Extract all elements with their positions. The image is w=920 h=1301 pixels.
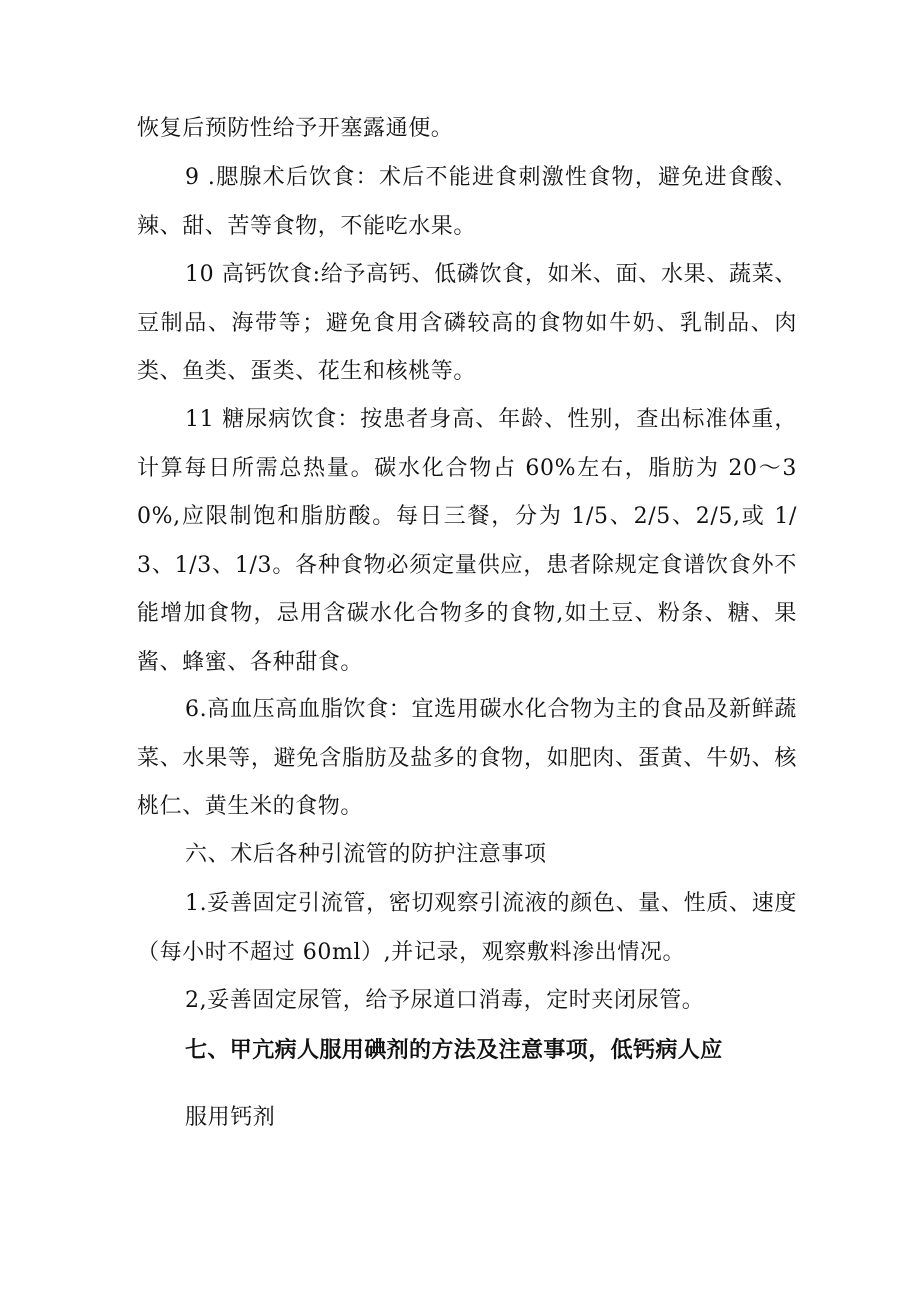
section-heading-drainage: 六、术后各种引流管的防护注意事项 xyxy=(185,842,547,867)
paragraph-hypertension-diet: 6.高血压高血脂饮食：宜选用碳水化合物为主的食品及新鲜蔬菜、水果等，避免含脂肪及盐多的食物，如肥肉、蛋黄、牛奶、核桃仁、黄生米的食物。 xyxy=(137,697,797,819)
paragraph-parotid-diet: 9 .腮腺术后饮食：术后不能进食刺激性食物，避免进食酸、辣、甜、苦等食物，不能吃水果。 xyxy=(137,165,797,239)
paragraph-high-calcium-diet: 10 高钙饮食:给予高钙、低磷饮食，如米、面、水果、蔬菜、豆制品、海带等；避免食用含磷较高的食物如牛奶、乳制品、肉类、鱼类、蛋类、花生和核桃等。 xyxy=(137,262,797,384)
paragraph-urinary-catheter: 2,妥善固定尿管，给予尿道口消毒，定时夹闭尿管。 xyxy=(185,988,705,1013)
section-heading-iodine-continued: 服用钙剂 xyxy=(185,1105,276,1130)
paragraph-continuation: 恢复后预防性给予开塞露通便。 xyxy=(137,116,454,141)
section-heading-iodine: 七、甲亢病人服用碘剂的方法及注意事项，低钙病人应 xyxy=(185,1038,723,1063)
paragraph-diabetes-diet: 11 糖尿病饮食：按患者身高、年龄、性别，查出标准体重，计算每日所需总热量。碳水化合物占 60%左右，脂肪为 20～30%,应限制饱和脂肪酸。每日三餐，分为 1/5、2/5、2/5,或 1/3、1/3、1/3。各种食物必须定量供应，患者除规定食谱饮食外不能增加食物，忌用含碳水化合物多的食物,如土豆、粉条、糖、果酱、蜂蜜、各种甜食。 xyxy=(137,407,797,675)
paragraph-drainage-tube: 1.妥善固定引流管，密切观察引流液的颜色、量、性质、速度（每小时不超过 60ml）,并记录，观察敷料渗出情况。 xyxy=(137,891,797,965)
